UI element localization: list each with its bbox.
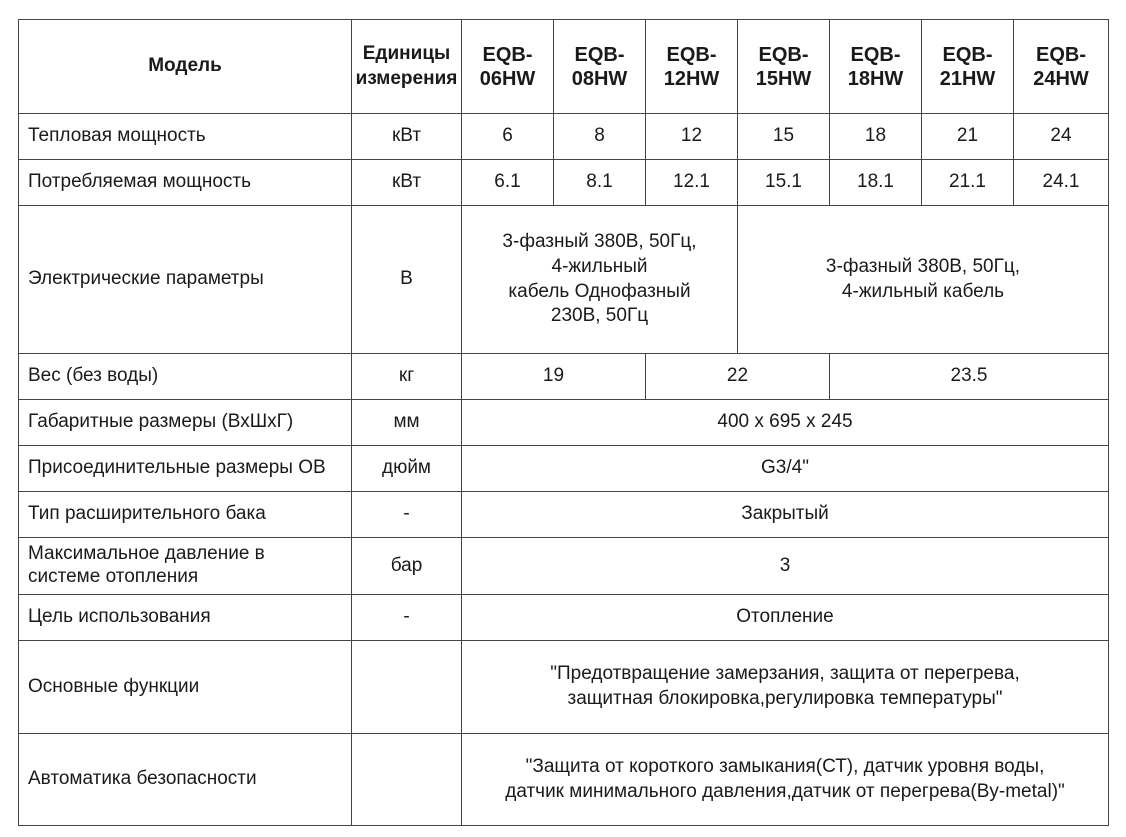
dimensions-value: 400 x 695 x 245 — [462, 400, 1109, 446]
header-model-15hw: EQB- 15HW — [738, 20, 830, 114]
row-connection — [19, 446, 1109, 492]
header-model-12hw: EQB- 12HW — [646, 20, 738, 114]
row-max-pressure — [19, 538, 1109, 595]
weight-label: Вес (без воды) — [19, 354, 352, 400]
purpose-label: Цель использования — [19, 595, 352, 641]
dimensions-unit: мм — [352, 400, 462, 446]
heat-output-value: 6 — [462, 114, 554, 160]
electrical-label: Электрические параметры — [19, 206, 352, 354]
heat-output-label: Тепловая мощность — [19, 114, 352, 160]
main-functions-value: "Предотвращение замерзания, защита от перегрева, защитная блокировка,регулировка температуры" — [462, 641, 1109, 734]
heat-output-value: 18 — [830, 114, 922, 160]
header-model-21hw: EQB- 21HW — [922, 20, 1014, 114]
main-functions-unit — [352, 641, 462, 734]
connection-unit: дюйм — [352, 446, 462, 492]
main-functions-label: Основные функции — [19, 641, 352, 734]
weight-unit: кг — [352, 354, 462, 400]
header-model-06hw: EQB- 06HW — [462, 20, 554, 114]
expansion-tank-label: Тип расширительного бака — [19, 492, 352, 538]
heat-output-unit: кВт — [352, 114, 462, 160]
row-heat-output — [19, 114, 1109, 160]
safety-value: "Защита от короткого замыкания(СТ), датчик уровня воды, датчик минимального давления,датчик от перегрева(By-metal)" — [462, 734, 1109, 826]
connection-value: G3/4" — [462, 446, 1109, 492]
electrical-unit: В — [352, 206, 462, 354]
dimensions-label: Габаритные размеры (ВхШхГ) — [19, 400, 352, 446]
power-consumption-value: 24.1 — [1014, 160, 1109, 206]
safety-unit — [352, 734, 462, 826]
power-consumption-value: 12.1 — [646, 160, 738, 206]
heat-output-value: 12 — [646, 114, 738, 160]
weight-value-12-15: 22 — [646, 354, 830, 400]
max-pressure-unit: бар — [352, 538, 462, 595]
spec-table — [18, 19, 1109, 826]
expansion-tank-unit: - — [352, 492, 462, 538]
header-model-24hw: EQB- 24HW — [1014, 20, 1109, 114]
max-pressure-label: Максимальное давление в системе отопления — [19, 538, 352, 595]
power-consumption-value: 6.1 — [462, 160, 554, 206]
row-power-consumption — [19, 160, 1109, 206]
header-model-08hw: EQB- 08HW — [554, 20, 646, 114]
row-dimensions — [19, 400, 1109, 446]
electrical-value-15-24: 3-фазный 380В, 50Гц, 4-жильный кабель — [738, 206, 1109, 354]
heat-output-value: 8 — [554, 114, 646, 160]
power-consumption-label: Потребляемая мощность — [19, 160, 352, 206]
safety-label: Автоматика безопасности — [19, 734, 352, 826]
max-pressure-value: 3 — [462, 538, 1109, 595]
weight-value-18-24: 23.5 — [830, 354, 1109, 400]
row-main-functions — [19, 641, 1109, 734]
purpose-value: Отопление — [462, 595, 1109, 641]
header-model-18hw: EQB- 18HW — [830, 20, 922, 114]
row-purpose — [19, 595, 1109, 641]
power-consumption-unit: кВт — [352, 160, 462, 206]
power-consumption-value: 15.1 — [738, 160, 830, 206]
heat-output-value: 15 — [738, 114, 830, 160]
header-row — [19, 20, 1109, 114]
weight-value-06-08: 19 — [462, 354, 646, 400]
electrical-value-06-12: 3-фазный 380В, 50Гц, 4-жильный кабель Однофазный 230В, 50Гц — [462, 206, 738, 354]
row-weight — [19, 354, 1109, 400]
expansion-tank-value: Закрытый — [462, 492, 1109, 538]
power-consumption-value: 8.1 — [554, 160, 646, 206]
row-safety — [19, 734, 1109, 826]
header-units-label: Единицы измерения — [352, 20, 462, 114]
header-model-label: Модель — [19, 20, 352, 114]
power-consumption-value: 18.1 — [830, 160, 922, 206]
heat-output-value: 21 — [922, 114, 1014, 160]
row-expansion-tank — [19, 492, 1109, 538]
row-electrical — [19, 206, 1109, 354]
purpose-unit: - — [352, 595, 462, 641]
connection-label: Присоединительные размеры ОВ — [19, 446, 352, 492]
heat-output-value: 24 — [1014, 114, 1109, 160]
power-consumption-value: 21.1 — [922, 160, 1014, 206]
